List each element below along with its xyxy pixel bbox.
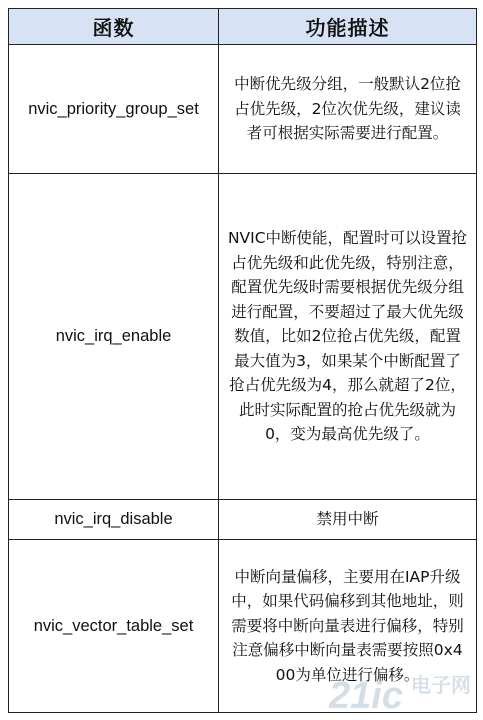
table-row xyxy=(9,500,477,540)
table-row xyxy=(9,174,477,500)
description-cell xyxy=(219,45,477,174)
description-text: NVIC中断使能，配置时可以设置抢占优先级和此优先级，特别注意，配置优先级时需要根据优先级分组进行配置，不要超过了最大优先级数值，比如2位抢占优先级，配置最大值为3，如果某个中断配置了抢占优先级为4，那么就超了2位，此时实际配置的抢占优先级就为0，变为最高优先级了。 xyxy=(227,229,468,444)
function-name-cell: nvic_priority_group_set xyxy=(9,45,219,174)
description-text: 中断向量偏移，主要用在IAP升级中，如果代码偏移到其他地址，则需要将中断向量表进行偏移，特别注意偏移中断向量表需要按照0x400为单位进行偏移。 xyxy=(231,567,464,684)
watermark-mark: 21ic xyxy=(329,675,403,714)
table-header-row xyxy=(9,9,477,45)
table-row xyxy=(9,45,477,174)
header-description: 功能描述 xyxy=(219,9,477,45)
table-row xyxy=(9,540,477,713)
description-cell xyxy=(219,540,477,713)
function-name-cell: nvic_irq_disable xyxy=(9,500,219,540)
description-cell xyxy=(219,174,477,500)
description-text: 中断优先级分组，一般默认2位抢占优先级，2位次优先级，建议读者可根据实际需要进行配置。 xyxy=(234,75,461,143)
description-text: 禁用中断 xyxy=(316,510,379,529)
function-name-cell: nvic_vector_table_set xyxy=(9,540,219,713)
watermark-text: 电子网 xyxy=(411,673,471,697)
description-cell xyxy=(219,500,477,540)
header-function: 函数 xyxy=(9,9,219,45)
function-table xyxy=(8,8,477,713)
function-name-cell: nvic_irq_enable xyxy=(9,174,219,500)
